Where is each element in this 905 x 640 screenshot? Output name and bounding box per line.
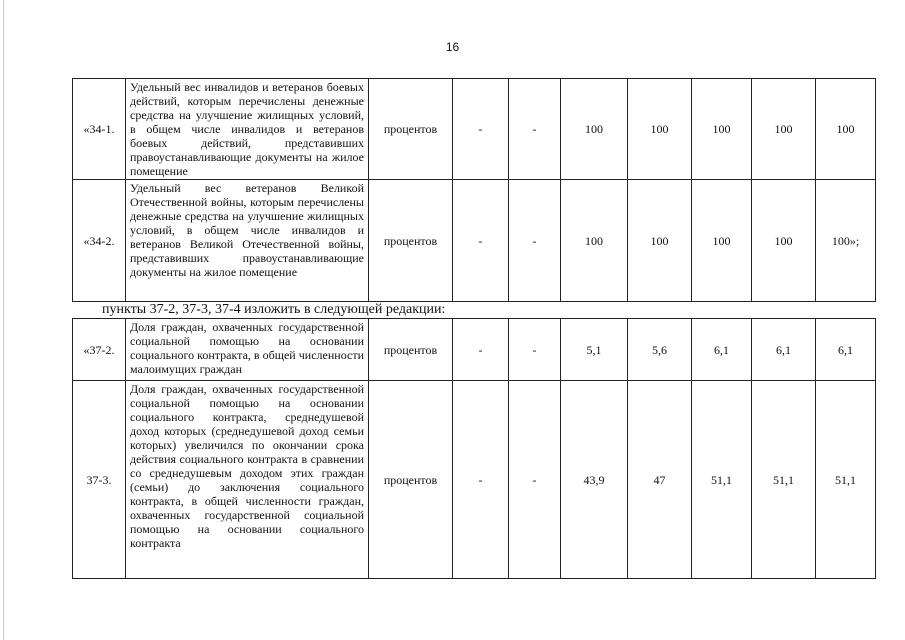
value-cell: 100 xyxy=(628,79,692,180)
value-cell: - xyxy=(509,79,561,180)
value-cell: 100 xyxy=(752,180,816,302)
value-cell: 51,1 xyxy=(692,381,752,579)
row-unit: процентов xyxy=(369,180,453,302)
value-cell: 6,1 xyxy=(816,319,876,381)
value-cell: 43,9 xyxy=(561,381,628,579)
row-description: Доля граждан, охваченных государственной социальной помощью на основании социального контракта, в общей численности малоимущих граждан xyxy=(126,319,369,381)
page-number: 16 xyxy=(445,40,460,54)
value-cell: 100 xyxy=(692,79,752,180)
value-cell: 100 xyxy=(561,79,628,180)
indicators-table-2 xyxy=(72,318,876,579)
value-cell: - xyxy=(509,180,561,302)
value-cell: - xyxy=(453,319,509,381)
row-code: «34-2. xyxy=(73,180,126,302)
value-cell: - xyxy=(509,319,561,381)
value-cell: 100»; xyxy=(816,180,876,302)
value-cell: - xyxy=(453,180,509,302)
row-unit: процентов xyxy=(369,319,453,381)
value-cell: - xyxy=(453,79,509,180)
row-code: «34-1. xyxy=(73,79,126,180)
value-cell: 6,1 xyxy=(692,319,752,381)
value-cell: 100 xyxy=(561,180,628,302)
row-unit: процентов xyxy=(369,381,453,579)
table-row xyxy=(73,180,876,302)
value-cell: - xyxy=(453,381,509,579)
value-cell: 6,1 xyxy=(752,319,816,381)
value-cell: 100 xyxy=(752,79,816,180)
indicators-table-1 xyxy=(72,78,876,302)
value-cell: 51,1 xyxy=(752,381,816,579)
value-cell: 100 xyxy=(692,180,752,302)
row-code: «37-2. xyxy=(73,319,126,381)
value-cell: 5,6 xyxy=(628,319,692,381)
value-cell: 47 xyxy=(628,381,692,579)
table-row xyxy=(73,381,876,579)
amendment-text: пункты 37-2, 37-3, 37-4 изложить в следующей редакции: xyxy=(102,302,446,317)
row-description: Доля граждан, охваченных государственной социальной помощью на основании социального контракта, среднедушевой доход которых (среднедушевой доход семьи которых) увеличился по окончании срока действия социального контракта в сравнении со среднедушевым доходом этих граждан (семьи) до заключения социального контракта, в общей численности граждан, охваченных государственной социальной помощью на основании социального контракта xyxy=(126,381,369,579)
value-cell: 51,1 xyxy=(816,381,876,579)
row-unit: процентов xyxy=(369,79,453,180)
left-scan-edge xyxy=(3,0,4,640)
row-description: Удельный вес ветеранов Великой Отечественной войны, которым перечислены денежные средства на улучшение жилищных условий, в общем числе инвалидов и ветеранов Великой Отечественной войны, представивших правоустанавливающие документы на жилое помещение xyxy=(126,180,369,302)
table-row xyxy=(73,319,876,381)
value-cell: 5,1 xyxy=(561,319,628,381)
value-cell: 100 xyxy=(628,180,692,302)
table-row xyxy=(73,79,876,180)
row-code: 37-3. xyxy=(73,381,126,579)
row-description: Удельный вес инвалидов и ветеранов боевых действий, которым перечислены денежные средства на улучшение жилищных условий, в общем числе инвалидов и ветеранов боевых действий, представивших правоустанавливающие документы на жилое помещение xyxy=(126,79,369,180)
value-cell: - xyxy=(509,381,561,579)
value-cell: 100 xyxy=(816,79,876,180)
